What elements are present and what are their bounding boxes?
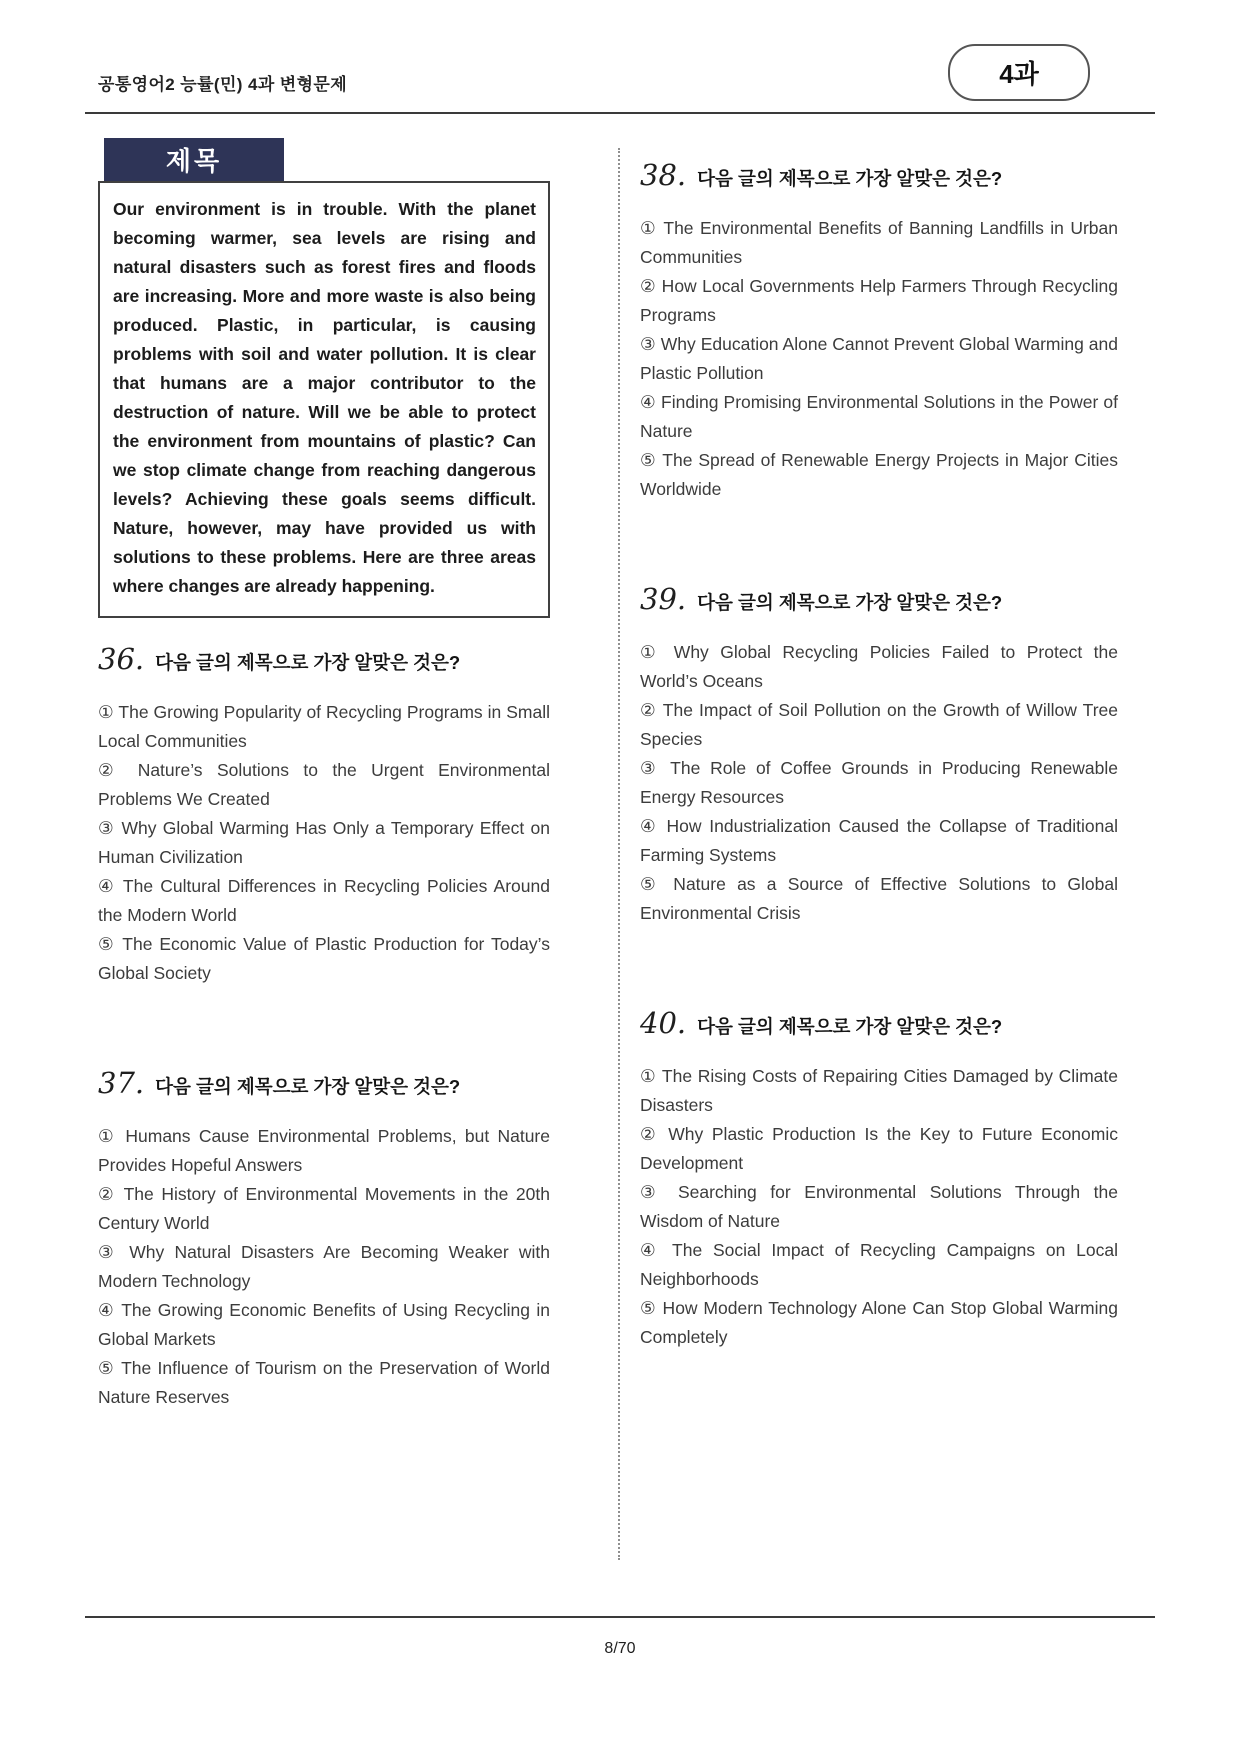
question-40: [640, 1006, 1118, 1352]
question-number: 36.: [98, 642, 145, 676]
question-36-header: [98, 642, 550, 676]
question-40-header: [640, 1006, 1118, 1040]
choice-2: ② Nature’s Solutions to the Urgent Environmental Problems We Created: [98, 760, 550, 809]
choice-4: ④ How Industrialization Caused the Collapse of Traditional Farming Systems: [640, 816, 1118, 865]
question-39: [640, 582, 1118, 928]
question-number: 37.: [98, 1066, 145, 1100]
question-prompt: 다음 글의 제목으로 가장 알맞은 것은?: [697, 1016, 1003, 1037]
right-column: [640, 158, 1118, 1352]
passage-box: Our environment is in trouble. With the planet becoming warmer, sea levels are rising and natural disasters such as forest fires and floods are increasing. More and more waste is also being produced. Plastic, in particular, is causing problems with soil and water pollution. It is clear that humans are a major contributor to the destruction of nature. Will we be able to protect the environment from mountains of plastic? Can we stop climate change from reaching dangerous levels? Achieving these goals seems difficult. Nature, however, may have provided us with solutions to these problems. Here are three areas where changes are already happening.: [98, 181, 550, 618]
header-rule: [85, 112, 1155, 114]
question-number: 38.: [640, 158, 687, 192]
doc-title: 공통영어2 능률(민) 4과 변형문제: [98, 75, 348, 94]
column-divider: [618, 148, 620, 1560]
choice-2: ② Why Plastic Production Is the Key to Future Economic Development: [640, 1124, 1118, 1173]
choice-5: ⑤ The Spread of Renewable Energy Projects in Major Cities Worldwide: [640, 450, 1118, 499]
choice-4: ④ Finding Promising Environmental Solutions in the Power of Nature: [640, 392, 1118, 441]
choice-2: ② The History of Environmental Movements in the 20th Century World: [98, 1184, 550, 1233]
choice-4: ④ The Growing Economic Benefits of Using Recycling in Global Markets: [98, 1300, 550, 1349]
lesson-badge: 4과: [948, 44, 1090, 101]
footer-rule: [85, 1616, 1155, 1618]
question-39-header: [640, 582, 1118, 616]
choice-3: ③ Why Global Warming Has Only a Temporary Effect on Human Civilization: [98, 818, 550, 867]
question-37-header: [98, 1066, 550, 1100]
question-36: [98, 642, 550, 988]
passage-label-tag: 제목: [104, 138, 284, 181]
choice-2: ② How Local Governments Help Farmers Through Recycling Programs: [640, 276, 1118, 325]
choice-3: ③ Why Natural Disasters Are Becoming Weaker with Modern Technology: [98, 1242, 550, 1291]
question-number: 40.: [640, 1006, 687, 1040]
choice-5: ⑤ How Modern Technology Alone Can Stop Global Warming Completely: [640, 1298, 1118, 1347]
choice-4: ④ The Social Impact of Recycling Campaigns on Local Neighborhoods: [640, 1240, 1118, 1289]
choice-5: ⑤ Nature as a Source of Effective Solutions to Global Environmental Crisis: [640, 874, 1118, 923]
question-number: 39.: [640, 582, 687, 616]
question-prompt: 다음 글의 제목으로 가장 알맞은 것은?: [155, 652, 461, 673]
page-number: 8/70: [604, 1640, 636, 1657]
choice-3: ③ Why Education Alone Cannot Prevent Global Warming and Plastic Pollution: [640, 334, 1118, 383]
left-column: [98, 138, 550, 1412]
question-prompt: 다음 글의 제목으로 가장 알맞은 것은?: [697, 168, 1003, 189]
question-prompt: 다음 글의 제목으로 가장 알맞은 것은?: [697, 592, 1003, 613]
question-prompt: 다음 글의 제목으로 가장 알맞은 것은?: [155, 1076, 461, 1097]
choice-5: ⑤ The Influence of Tourism on the Preservation of World Nature Reserves: [98, 1358, 550, 1407]
question-38-header: [640, 158, 1118, 192]
choice-5: ⑤ The Economic Value of Plastic Production for Today’s Global Society: [98, 934, 550, 983]
choice-4: ④ The Cultural Differences in Recycling Policies Around the Modern World: [98, 876, 550, 925]
choice-1: ① The Rising Costs of Repairing Cities Damaged by Climate Disasters: [640, 1066, 1118, 1115]
choice-3: ③ The Role of Coffee Grounds in Producing Renewable Energy Resources: [640, 758, 1118, 807]
choice-3: ③ Searching for Environmental Solutions Through the Wisdom of Nature: [640, 1182, 1118, 1231]
choice-2: ② The Impact of Soil Pollution on the Growth of Willow Tree Species: [640, 700, 1118, 749]
question-37: [98, 1066, 550, 1412]
choice-1: ① Why Global Recycling Policies Failed to Protect the World’s Oceans: [640, 642, 1118, 691]
choice-1: ① Humans Cause Environmental Problems, but Nature Provides Hopeful Answers: [98, 1126, 550, 1175]
question-38: [640, 158, 1118, 504]
choice-1: ① The Growing Popularity of Recycling Programs in Small Local Communities: [98, 702, 550, 751]
choice-1: ① The Environmental Benefits of Banning Landfills in Urban Communities: [640, 218, 1118, 267]
